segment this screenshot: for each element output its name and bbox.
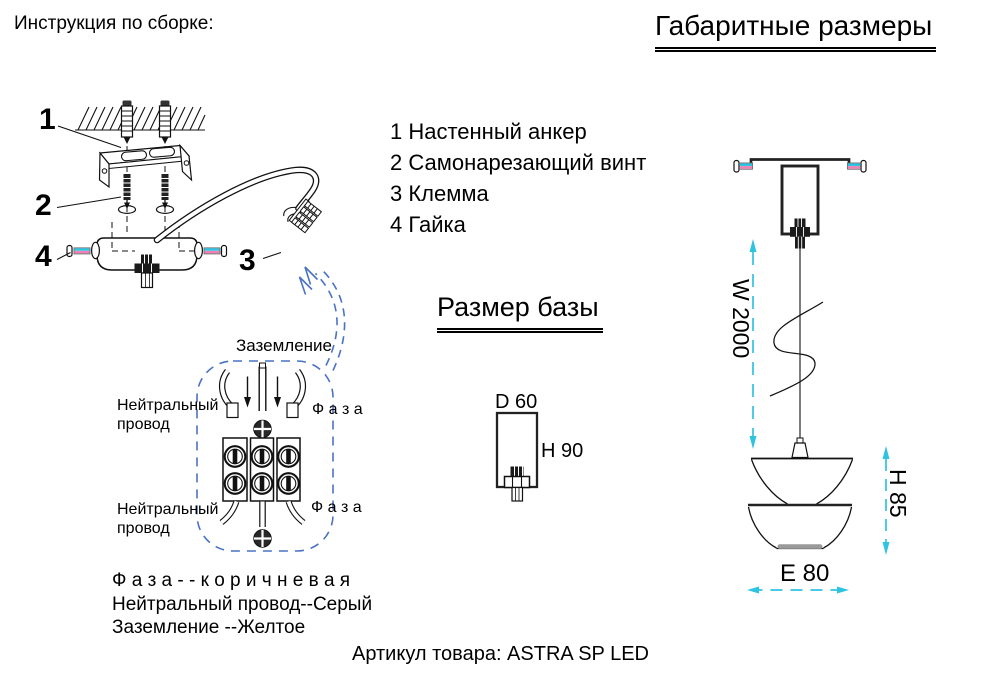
base-height-label: H 90 [541, 440, 584, 462]
shade-height-label: H 85 [885, 469, 911, 518]
dimension-arrows [747, 239, 890, 594]
wire-color-key [112, 569, 372, 640]
wire-length-label: W 2000 [728, 279, 754, 359]
ground-label: Заземление [236, 336, 332, 355]
parts-legend [390, 116, 646, 240]
outgoing-wires [222, 502, 304, 528]
terminal-connector [281, 193, 322, 234]
phase-label-top: Ф а з а [312, 401, 363, 418]
dimension-lines [747, 239, 890, 594]
ground-screw-bottom [254, 530, 271, 547]
phase-color-line: Ф а з а - - к о р и ч н е в а я [112, 570, 351, 591]
legend-item: 1 Настенный анкер [390, 119, 587, 144]
dimensions-heading: Габаритные размеры [655, 10, 936, 52]
base-diagram [497, 413, 537, 501]
ceiling-hatch [75, 107, 205, 130]
terminal-block [223, 438, 300, 501]
ground-screw-top [254, 420, 271, 437]
phase-label-bottom: Ф а з а [311, 499, 362, 516]
part-label-1: 1 [39, 103, 56, 136]
legend-item: 3 Клемма [390, 181, 489, 206]
neutral-label-top: Нейтральный провод [117, 397, 219, 433]
neutral-color-line: Нейтральный провод--Серый [112, 593, 373, 615]
neutral-label-bottom: Нейтральный провод [117, 501, 219, 537]
tapping-screws [119, 174, 174, 213]
assembly-diagram [57, 101, 322, 288]
base-diameter-label: D 60 [495, 391, 538, 413]
lamp-shade [748, 459, 853, 549]
cable [157, 170, 316, 240]
cord-grip [792, 443, 808, 458]
incoming-wires [222, 363, 303, 418]
shade-width-label: E 80 [780, 560, 830, 587]
break-squiggle [770, 302, 823, 396]
mounting-bracket [100, 146, 192, 188]
page-title: Инструкция по сборке: [14, 13, 214, 34]
base-size-heading: Размер базы [437, 292, 603, 333]
ground-color-line: Заземление --Желтое [112, 617, 306, 638]
arrowhead [305, 267, 318, 285]
diffuser-band [778, 544, 823, 549]
article-number: Артикул товара: ASTRA SP LED [352, 643, 649, 665]
part-label-2: 2 [35, 189, 52, 222]
part-label-3: 3 [239, 244, 256, 277]
legend-item: 2 Самонарезающий винт [390, 150, 647, 175]
legend-item: 4 Гайка [390, 212, 466, 237]
part-label-4: 4 [35, 240, 52, 273]
